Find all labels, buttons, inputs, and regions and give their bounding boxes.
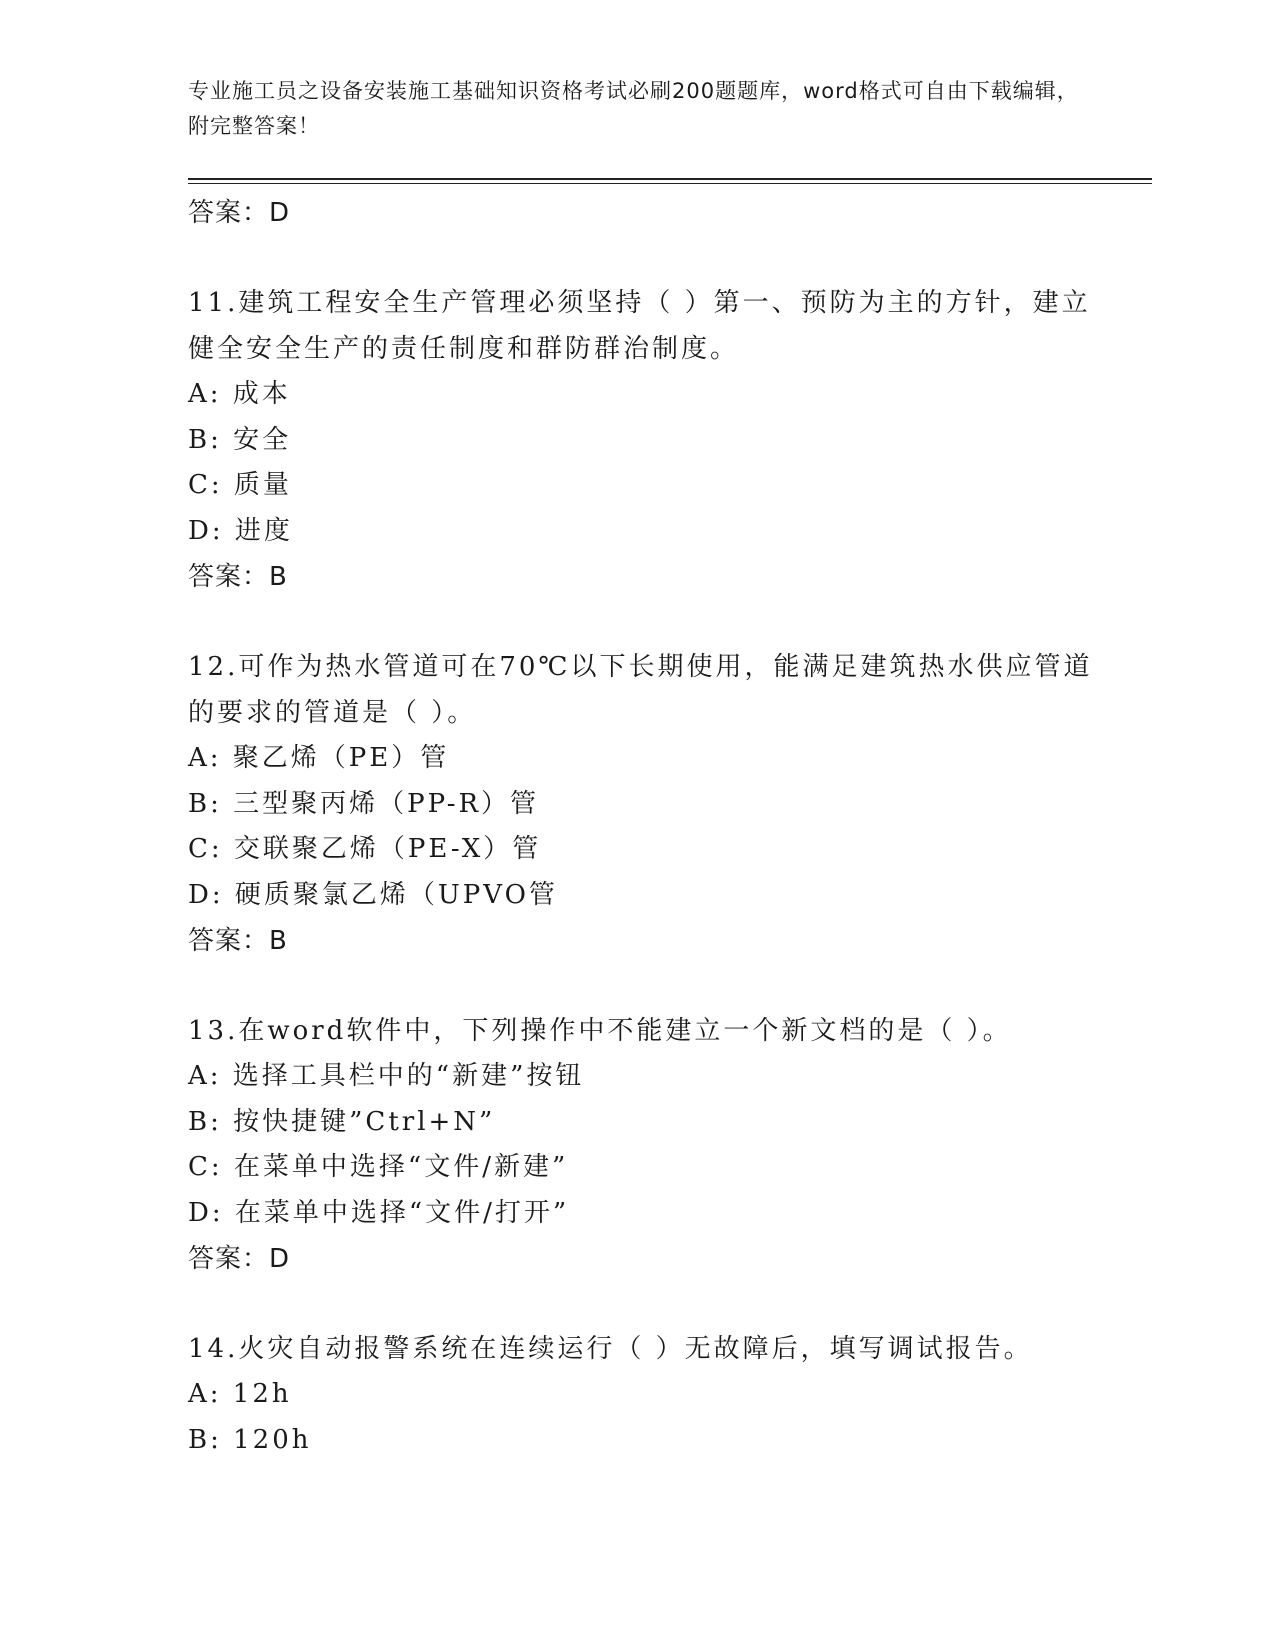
option-d: D: 进度: [188, 515, 293, 546]
option-b: B: 三型聚丙烯（PP-R）管: [188, 788, 540, 819]
question-stem: 12.可作为热水管道可在70℃以下长期使用，能满足建筑热水供应管道的要求的管道是（ ）。: [188, 652, 1093, 728]
question-stem: 14.火灾自动报警系统在连续运行（ ）无故障后，填写调试报告。: [188, 1334, 1033, 1364]
option-a: A: 选择工具栏中的“新建”按钮: [188, 1061, 585, 1091]
option-c: C: 交联聚乙烯（PE-X）管: [188, 834, 542, 864]
answer-line: 答案：D: [188, 1244, 291, 1274]
answer-line: 答案：D: [188, 198, 291, 228]
option-b: B: 安全: [188, 424, 292, 455]
header-divider: [188, 178, 1152, 180]
option-a: A: 成本: [188, 379, 291, 409]
option-a: A: 12h: [188, 1379, 292, 1409]
question-stem: 11.建筑工程安全生产管理必须坚持（ ）第一、预防为主的方针，建立健全安全生产的责任制度和群防群治制度。: [188, 288, 1091, 364]
option-b: B: 按快捷键”Ctrl+N”: [188, 1106, 496, 1137]
option-d: D: 硬质聚氯乙烯（UPVO管: [188, 879, 558, 910]
option-c: C: 在菜单中选择“文件/新建”: [188, 1152, 569, 1182]
document-header: 专业施工员之设备安装施工基础知识资格考试必刷200题题库，word格式可自由下载编辑，附完整答案！: [188, 79, 1079, 138]
document-body: [188, 190, 1118, 1463]
option-d: D: 在菜单中选择“文件/打开”: [188, 1197, 570, 1228]
option-a: A: 聚乙烯（PE）管: [188, 743, 450, 773]
header-divider-thin: [188, 183, 1152, 184]
question-stem: 13.在word软件中，下列操作中不能建立一个新文档的是（ ）。: [188, 1016, 1012, 1046]
answer-line: 答案：B: [188, 562, 288, 592]
answer-line: 答案：B: [188, 926, 288, 956]
option-c: C: 质量: [188, 470, 292, 500]
option-b: B: 120h: [188, 1424, 312, 1455]
